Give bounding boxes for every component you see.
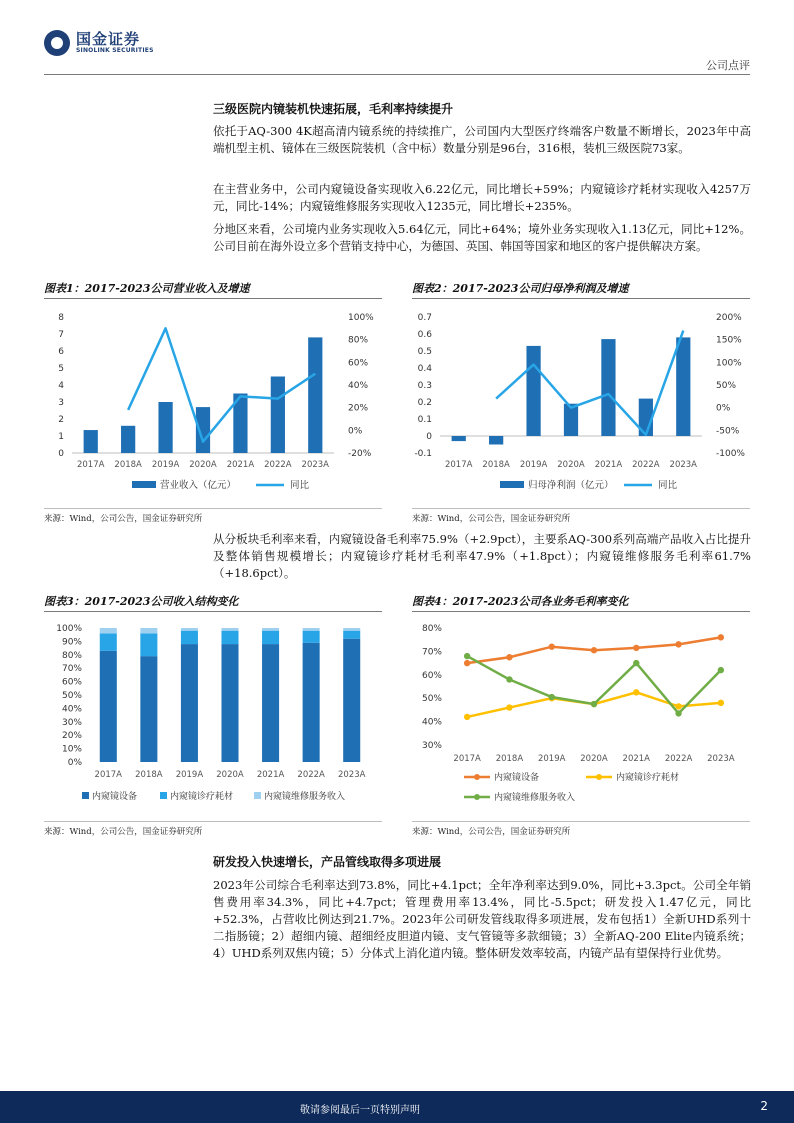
fig3-legend-swatch [160,792,167,799]
fig2-legend-bar-label: 归母净利润（亿元） [528,480,614,491]
fig2-bar [489,436,503,445]
fig3-x-tick: 2023A [337,770,366,780]
fig3-y-tick: 90% [61,637,82,648]
fig1-bar [158,402,172,453]
fig2-growth-line [496,331,683,435]
fig4-point [464,653,470,659]
fig1-x-tick: 2022A [264,460,292,470]
fig2-x-tick: 2020A [557,460,585,470]
section1-paragraph-1: 依托于AQ-300 4K超高清内镜系统的持续推广，公司国内大型医疗终端客户数量不断增长，2023年中高端机型主机、镜体在三级医院装机（含中标）数量分别是96台，316根，装机三级医院73家。 [213,124,751,155]
fig2-right-tick: -100% [716,449,745,459]
fig2-bar [601,339,615,436]
fig4-point [633,645,639,651]
fig3-bar-segment [181,644,198,762]
fig3-bar-segment [262,628,279,631]
page-number: 2 [760,1099,768,1113]
fig3-x-tick: 2020A [216,770,244,780]
fig4-x-tick: 2019A [537,754,566,764]
fig4-y-tick: 80% [421,624,442,634]
fig2-left-tick: 0.1 [417,415,432,425]
footer-disclaimer: 敬请参阅最后一页特别声明 [300,1105,420,1116]
fig3-bar-segment [303,643,320,762]
fig4-y-tick: 30% [421,741,442,751]
gross-margin-chart [412,618,750,818]
fig4-x-tick: 2017A [453,754,481,764]
revenue-chart [44,305,382,505]
fig2-x-tick: 2021A [594,460,623,470]
fig3-y-tick: 30% [61,717,82,728]
fig4-y-tick: 40% [421,717,442,728]
fig1-left-tick: 5 [58,364,64,374]
fig1-left-tick: 0 [58,449,64,459]
fig4-point [675,641,681,647]
fig4-point [549,644,555,650]
fig4-point [464,660,470,666]
fig3-legend-label: 内窥镜诊疗耗材 [170,792,234,802]
fig1-x-tick: 2023A [301,460,330,470]
figure3-bottom-rule [44,821,382,822]
fig4-point [718,634,724,640]
fig3-y-tick: 80% [61,650,82,661]
fig3-bar-segment [181,631,198,644]
fig4-legend-marker [474,774,480,780]
fig1-left-tick: 2 [58,415,64,425]
fig4-x-tick: 2021A [622,754,651,764]
figure4-source: 来源：Wind，公司公告，国金证券研究所 [412,827,571,837]
fig1-right-tick: 20% [348,403,369,414]
fig1-x-tick: 2021A [226,460,255,470]
fig3-bar-segment [343,631,360,639]
fig3-bar-segment [303,631,320,643]
fig4-legend-marker [596,774,602,780]
fig1-right-tick: 100% [348,313,374,323]
company-logo [44,30,154,56]
fig3-bar-segment [100,628,117,633]
fig1-right-tick: 60% [348,358,369,369]
fig3-legend-swatch [82,792,89,799]
fig1-left-tick: 8 [58,313,64,323]
fig3-bar-segment [262,631,279,644]
figure2-bottom-rule [412,508,750,509]
revenue-structure-chart [44,618,382,818]
section1-paragraph-2: 在主营业务中，公司内窥镜设备实现收入6.22亿元，同比增长+59%；内窥镜诊疗耗材实现收入4257万元，同比-14%；内窥镜维修服务实现收入1235元，同比增长+235%。 [213,182,751,213]
fig3-x-tick: 2022A [297,770,325,780]
fig3-bar-segment [140,656,157,762]
fig4-legend-label: 内窥镜维修服务收入 [494,793,576,803]
fig3-y-tick: 10% [61,744,82,755]
document-type: 公司点评 [706,59,750,72]
section1-paragraph-3: 分地区来看，公司境内业务实现收入5.64亿元，同比+64%；境外业务实现收入1.13亿元，同比+12%。公司目前在海外设立多个营销支持中心，为德国、英国、韩国等国家和地区的客户提供解决方案。 [213,222,751,253]
figure2-source: 来源：Wind，公司公告，国金证券研究所 [412,514,571,524]
section2-title: 研发投入快速增长，产品管线取得多项进展 [213,855,442,869]
fig4-point [675,703,681,709]
fig2-legend-line-label: 同比 [658,480,678,491]
fig2-left-tick: 0.5 [417,347,432,357]
fig1-legend-line-label: 同比 [290,480,310,491]
fig1-growth-line [128,328,315,441]
fig3-y-tick: 40% [61,704,82,715]
logo-icon [44,30,70,56]
fig3-bar-segment [221,644,238,762]
fig4-x-tick: 2022A [664,754,693,764]
fig3-x-tick: 2018A [135,770,163,780]
fig1-left-tick: 4 [58,381,64,391]
fig3-bar-segment [140,633,157,656]
fig3-y-tick: 0% [67,758,82,768]
figure3-top-rule [44,611,382,612]
fig3-x-tick: 2017A [94,770,123,780]
fig2-x-tick: 2022A [632,460,660,470]
fig3-bar-segment [140,628,157,633]
logo-en-text: SINOLINK SECURITIES [76,47,154,54]
margin-paragraph: 从分板块毛利率来看，内窥镜设备毛利率75.9%（+2.9pct），主要系AQ-300系列高端产品收入占比提升及整体销售规模增长；内窥镜诊疗耗材毛利率47.9%（+1.8pct）；内窥镜维修服务毛利率61.7%（+18.6pct）。 [213,532,751,580]
fig2-right-tick: -50% [716,426,740,437]
fig1-right-tick: 80% [348,335,369,346]
fig1-bar [84,430,98,453]
fig2-right-tick: 100% [716,358,742,369]
fig3-bar-segment [343,628,360,631]
figure1-top-rule [44,298,382,299]
fig1-legend-bar-swatch [132,481,156,488]
fig2-left-tick: 0 [426,432,432,442]
fig4-point [633,660,639,666]
section1-title: 三级医院内镜装机快速拓展，毛利率持续提升 [213,102,454,116]
fig2-legend-bar-swatch [500,481,524,488]
figure2-title: 图表2：2017-2023公司归母净利润及增速 [412,282,629,295]
page-header [0,0,794,80]
fig2-left-tick: 0.3 [417,381,432,391]
fig1-bar [308,337,322,453]
fig1-right-tick: -20% [348,449,372,459]
fig1-x-tick: 2017A [76,460,105,470]
fig3-bar-segment [181,628,198,631]
fig3-y-tick: 100% [56,624,82,634]
fig3-legend-label: 内窥镜设备 [92,792,138,802]
fig4-point [506,676,512,682]
fig4-point [591,647,597,653]
fig2-x-tick: 2023A [669,460,698,470]
fig1-left-tick: 7 [58,330,64,340]
net-profit-chart [412,305,750,505]
fig1-legend-bar-label: 营业收入（亿元） [160,480,237,491]
section2-paragraph: 2023年公司综合毛利率达到73.8%，同比+4.1pct；全年净利率达到9.0%，同比+3.3pct。公司全年销售费用率34.3%，同比+4.7pct；管理费用率13.4%，同比-5.5pct；研发投入1.47亿元，同比+52.3%，占营收比例达到21.7%。2023年公司研发管线取得多项进展，发布包括1）全新UHD系列十二指肠镜；2）超细内镜、超细经皮胆道内镜、支气管镜等多款细镜；3）全新AQ-200 Elite内镜系统；4）UHD系列双焦内镜；5）分体式上消化道内镜。整体研发效率较高，内镜产品有望保持行业优势。 [213,878,751,960]
fig3-bar-segment [303,628,320,631]
figure1-source: 来源：Wind，公司公告，国金证券研究所 [44,514,203,524]
fig4-legend-label: 内窥镜设备 [494,773,540,783]
fig3-x-tick: 2021A [256,770,285,780]
fig4-legend-label: 内窥镜诊疗耗材 [616,773,680,783]
fig4-point [506,654,512,660]
fig4-point [506,704,512,710]
fig3-y-tick: 50% [61,691,82,701]
fig2-right-tick: 200% [716,313,742,323]
fig4-point [591,701,597,707]
fig4-point [718,667,724,673]
fig2-left-tick: 0.4 [417,364,432,374]
figure1-bottom-rule [44,508,382,509]
fig3-y-tick: 20% [61,731,82,742]
fig2-bar [526,346,540,436]
fig4-y-tick: 50% [421,694,442,705]
fig4-point [549,694,555,700]
fig3-x-tick: 2019A [175,770,204,780]
fig4-y-tick: 60% [421,670,442,681]
fig2-left-tick: -0.1 [414,449,432,459]
fig1-bar [271,377,285,454]
fig4-point [718,700,724,706]
fig2-right-tick: 0% [716,403,731,414]
fig2-bar [452,436,466,441]
fig2-right-tick: 150% [716,335,742,346]
fig2-x-tick: 2018A [482,460,510,470]
fig3-bar-segment [100,633,117,650]
figure4-top-rule [412,611,750,612]
fig3-y-tick: 70% [61,664,82,675]
fig2-x-tick: 2017A [444,460,473,470]
fig3-legend-label: 内窥镜维修服务收入 [264,792,346,802]
figure3-source: 来源：Wind，公司公告，国金证券研究所 [44,827,203,837]
fig4-point [464,714,470,720]
figure1-title: 图表1：2017-2023公司营业收入及增速 [44,282,250,295]
figure3-title: 图表3：2017-2023公司收入结构变化 [44,595,239,608]
fig2-bar [676,337,690,436]
fig4-legend-marker [474,794,480,800]
fig3-legend-swatch [254,792,261,799]
figure2-top-rule [412,298,750,299]
fig4-x-tick: 2023A [707,754,735,764]
fig3-bar-segment [262,644,279,762]
fig4-x-tick: 2018A [495,754,524,764]
figure4-title: 图表4：2017-2023公司各业务毛利率变化 [412,595,629,608]
fig4-point [633,689,639,695]
fig1-left-tick: 3 [58,398,64,408]
fig2-x-tick: 2019A [519,460,548,470]
fig1-left-tick: 6 [58,347,64,357]
fig1-right-tick: 40% [348,381,369,391]
fig3-bar-segment [221,631,238,644]
fig3-bar-segment [100,651,117,762]
fig3-bar-segment [221,628,238,631]
fig3-bar-segment [343,639,360,762]
logo-cn-text: 国金证券 [76,30,141,48]
figure4-bottom-rule [412,821,750,822]
fig1-bar [121,426,135,453]
fig1-x-tick: 2018A [114,460,142,470]
fig1-left-tick: 1 [58,432,64,442]
fig4-x-tick: 2020A [580,754,608,764]
fig4-point [675,710,681,716]
fig2-right-tick: 50% [716,381,737,391]
fig1-x-tick: 2019A [151,460,180,470]
fig2-left-tick: 0.6 [417,330,432,340]
fig1-x-tick: 2020A [189,460,217,470]
fig2-left-tick: 0.2 [417,398,432,408]
fig2-left-tick: 0.7 [417,313,432,323]
fig4-y-tick: 70% [421,647,442,658]
fig3-y-tick: 60% [61,677,82,688]
header-divider [44,74,750,75]
fig1-right-tick: 0% [348,426,363,437]
